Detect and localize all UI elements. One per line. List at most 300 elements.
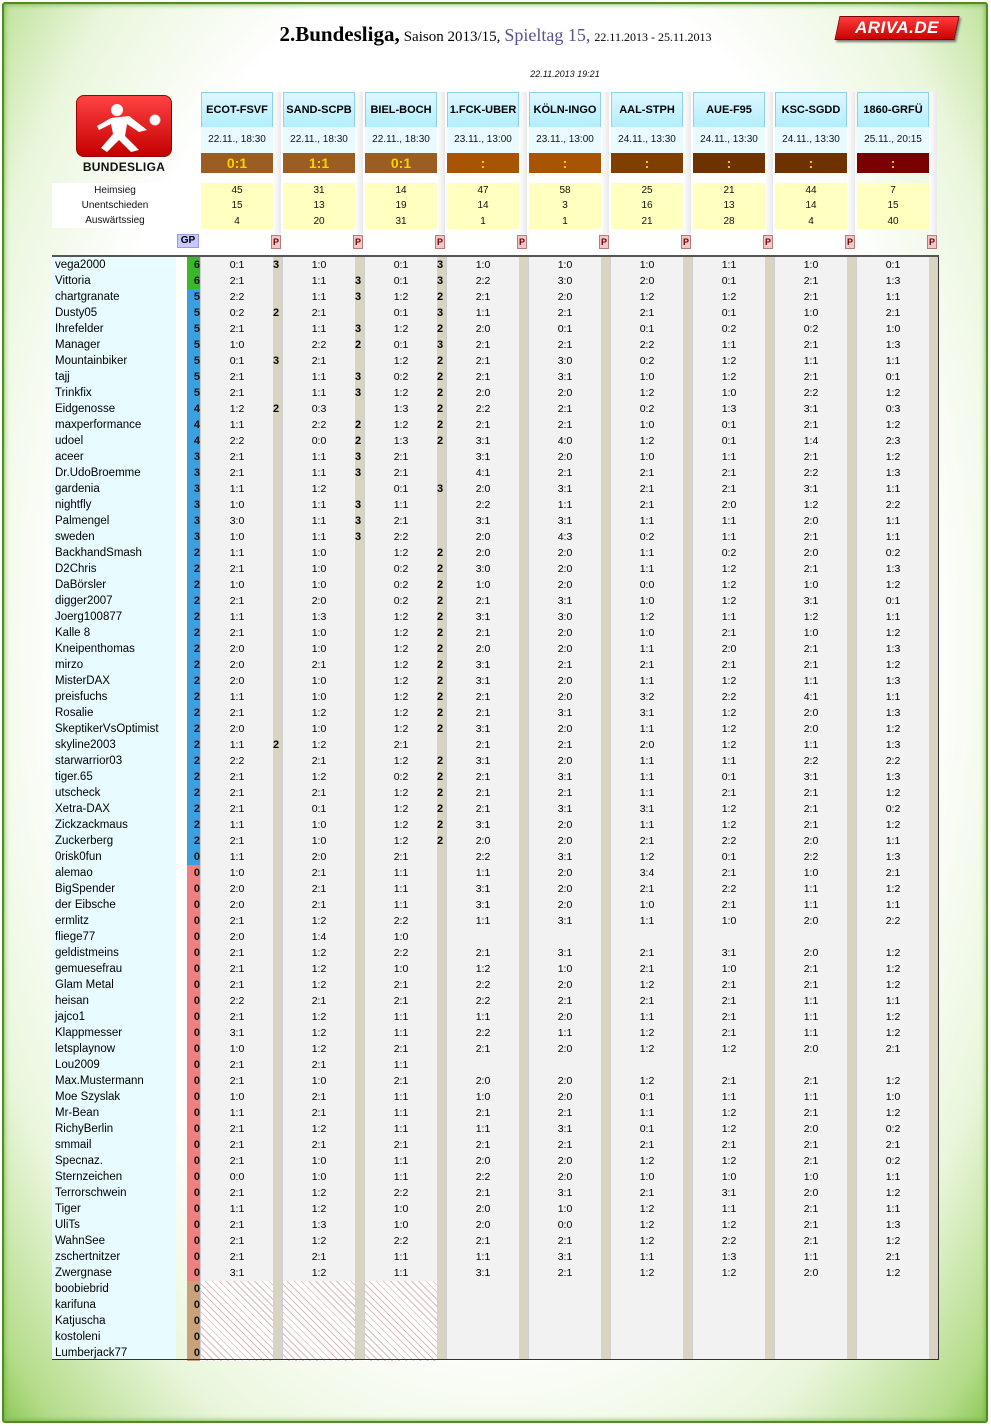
player-tip: 2:1 [639, 659, 655, 671]
player-tip: 2:0 [557, 579, 573, 591]
player-tip: 2:0 [803, 947, 819, 959]
player-tip: 1:2 [639, 1043, 655, 1055]
player-tip: 2:1 [803, 1075, 819, 1087]
player-name[interactable]: Kneipenthomas [55, 643, 135, 655]
player-tip: 2:2 [721, 691, 737, 703]
player-name[interactable]: preisfuchs [55, 691, 108, 703]
player-name[interactable]: RichyBerlin [55, 1123, 114, 1135]
player-tip: 0:1 [885, 259, 901, 271]
player-tip: 2:1 [393, 995, 409, 1007]
player-gp: 0 [193, 1283, 200, 1295]
player-tip: 1:1 [885, 835, 901, 847]
player-tip: 2:1 [229, 1235, 245, 1247]
match-result: 1:1 [283, 153, 355, 173]
player-name[interactable]: Joerg100877 [55, 611, 123, 623]
player-tip: 1:1 [639, 819, 655, 831]
player-name[interactable]: zschertnitzer [55, 1251, 121, 1263]
player-tip: 4:3 [557, 531, 573, 543]
player-name[interactable]: Zickzackmaus [55, 819, 128, 831]
player-tip: 3:4 [639, 867, 655, 879]
player-tip: 2:0 [475, 323, 491, 335]
match-tip-stats [529, 183, 601, 229]
player-tip: 1:0 [229, 531, 245, 543]
player-points: 2 [436, 643, 444, 655]
player-gp: 5 [193, 387, 200, 399]
player-tip: 1:1 [885, 531, 901, 543]
player-name[interactable]: Mountainbiker [55, 355, 128, 367]
player-name[interactable]: tiger.65 [55, 771, 93, 783]
stat-label-home: Heimsieg [52, 183, 178, 198]
player-tip: 2:1 [475, 1235, 491, 1247]
player-name[interactable]: mirzo [55, 659, 84, 671]
player-tip: 2:2 [885, 499, 901, 511]
player-name[interactable]: Terrorschwein [55, 1187, 127, 1199]
player-tip: 2:1 [393, 739, 409, 751]
player-tip: 2:1 [229, 1251, 245, 1263]
player-tip: 2:1 [475, 691, 491, 703]
player-tip: 4:1 [803, 691, 819, 703]
player-tip: 2:1 [885, 1139, 901, 1151]
player-name[interactable]: Manager [55, 339, 101, 351]
player-tip: 1:2 [721, 739, 737, 751]
player-points: 3 [354, 387, 362, 399]
player-name[interactable]: Zwergnase [55, 1267, 112, 1279]
player-gp: 2 [193, 803, 200, 815]
player-name[interactable]: heisan [55, 995, 89, 1007]
player-tip: 3:1 [803, 595, 819, 607]
match-stat-draw: 14 [805, 200, 817, 212]
player-tip: 1:2 [393, 675, 409, 687]
match-stat-home: 47 [477, 185, 489, 196]
player-tip: 2:0 [557, 291, 573, 303]
player-tip: 2:0 [557, 643, 573, 655]
player-tip: 0:2 [885, 803, 901, 815]
player-name[interactable]: D2Chris [55, 563, 97, 575]
player-tip: 2:2 [229, 291, 245, 303]
player-tip: 1:2 [885, 787, 901, 799]
player-tip: 2:2 [393, 1187, 409, 1199]
player-tip: 3:1 [475, 883, 491, 895]
player-gp: 2 [193, 739, 200, 751]
player-name[interactable]: fliege77 [55, 931, 96, 943]
player-tip: 2:1 [393, 515, 409, 527]
player-tip: 1:0 [311, 1075, 327, 1087]
player-tip: 2:0 [721, 643, 737, 655]
player-tip: 2:1 [475, 707, 491, 719]
player-tip: 1:2 [721, 1123, 737, 1135]
player-name[interactable]: SkeptikerVsOptimist [55, 723, 159, 735]
player-name[interactable]: jajco1 [55, 1011, 86, 1023]
player-tip: 1:3 [885, 771, 901, 783]
player-name[interactable]: Palmengel [55, 515, 110, 527]
player-tip: 0:2 [393, 595, 409, 607]
player-tip: 1:1 [639, 1251, 655, 1263]
player-tip: 1:1 [639, 771, 655, 783]
player-tip: 1:4 [311, 931, 327, 943]
player-tip: 1:2 [885, 1267, 901, 1279]
player-tip: 1:1 [885, 483, 901, 495]
player-tip: 1:1 [311, 275, 327, 287]
player-points: 3 [354, 515, 362, 527]
player-tip: 1:1 [885, 611, 901, 623]
player-tip: 2:1 [639, 499, 655, 511]
player-tip: 0:1 [393, 275, 409, 287]
player-tip: 2:0 [803, 1123, 819, 1135]
player-tip: 1:1 [639, 643, 655, 655]
player-name[interactable]: boobiebrid [55, 1283, 109, 1295]
player-tip: 2:1 [557, 787, 573, 799]
player-tip: 2:2 [475, 1027, 491, 1039]
player-tip: 1:1 [229, 483, 245, 495]
player-tip: 0:3 [311, 403, 327, 415]
player-tip: 1:1 [393, 1011, 409, 1023]
player-tip: 1:2 [311, 1267, 327, 1279]
player-tip: 2:1 [311, 307, 327, 319]
player-tip: 1:2 [721, 675, 737, 687]
player-tip: 3:1 [557, 1187, 573, 1199]
player-gp: 0 [193, 1187, 200, 1199]
player-tip: 3:1 [475, 1267, 491, 1279]
match-date: 24.11., 13:30 [693, 127, 765, 153]
player-tip: 1:2 [885, 1187, 901, 1199]
player-tip: 2:2 [393, 1235, 409, 1247]
player-points: 3 [436, 339, 444, 351]
player-tip: 2:1 [311, 755, 327, 767]
player-tip: 3:1 [475, 659, 491, 671]
player-tip: 2:0 [557, 1043, 573, 1055]
player-tip: 2:2 [475, 499, 491, 511]
player-name[interactable]: der Eibsche [55, 899, 116, 911]
player-tip: 0:3 [885, 403, 901, 415]
ariva-logo-text: ARIVA.DE [855, 18, 939, 37]
player-tip: 1:2 [803, 499, 819, 511]
player-tip: 2:1 [721, 1075, 737, 1087]
player-tip: 3:1 [475, 675, 491, 687]
player-name[interactable]: BigSpender [55, 883, 116, 895]
player-name[interactable]: Vittoria [55, 275, 91, 287]
player-name[interactable]: Eidgenosse [55, 403, 116, 415]
player-name[interactable]: digger2007 [55, 595, 113, 607]
player-tip: 1:3 [393, 403, 409, 415]
player-tip: 2:1 [639, 1139, 655, 1151]
player-tip: 1:2 [721, 291, 737, 303]
player-name[interactable]: letsplaynow [55, 1043, 116, 1055]
player-tip: 0:1 [639, 1091, 655, 1103]
player-tip: 1:2 [721, 1155, 737, 1167]
match-stat-away: 31 [395, 215, 407, 227]
player-name[interactable]: Xetra-DAX [55, 803, 110, 815]
player-points: 3 [436, 259, 444, 271]
player-name[interactable]: Katjuscha [55, 1315, 106, 1327]
player-tip: 0:1 [557, 323, 573, 335]
player-points: 3 [354, 323, 362, 335]
player-name[interactable]: nightfly [55, 499, 92, 511]
player-gp: 2 [193, 835, 200, 847]
player-tip: 2:0 [311, 595, 327, 607]
player-tip: 1:3 [885, 275, 901, 287]
player-name[interactable]: Tiger [55, 1203, 81, 1215]
player-name[interactable]: Mr-Bean [55, 1107, 100, 1119]
player-tip: 3:1 [557, 915, 573, 927]
player-name[interactable]: Specnaz. [55, 1155, 103, 1167]
player-tip: 1:2 [393, 787, 409, 799]
player-tip: 1:1 [639, 787, 655, 799]
player-tip: 2:0 [803, 835, 819, 847]
player-points: 2 [436, 771, 444, 783]
match-stat-away: 1 [480, 215, 486, 227]
player-tip: 2:0 [557, 675, 573, 687]
player-tip: 2:1 [475, 371, 491, 383]
player-tip: 1:1 [311, 467, 327, 479]
player-tip: 2:0 [557, 1091, 573, 1103]
match-name: ECOT-FSVF [201, 92, 273, 128]
player-name[interactable]: utscheck [55, 787, 101, 799]
player-tip: 1:2 [639, 1235, 655, 1247]
player-tip: 1:2 [885, 1107, 901, 1119]
player-tip: 4:1 [475, 467, 491, 479]
player-name[interactable]: MisterDAX [55, 675, 110, 687]
player-tip: 2:1 [475, 739, 491, 751]
player-tip: 1:2 [803, 611, 819, 623]
player-tip: 1:3 [885, 339, 901, 351]
player-tip: 2:1 [803, 1139, 819, 1151]
player-tip: 2:0 [557, 1171, 573, 1183]
match-stat-home: 7 [890, 185, 896, 196]
player-tip: 2:1 [229, 627, 245, 639]
player-tip: 1:2 [393, 803, 409, 815]
ariva-logo[interactable] [834, 16, 959, 40]
player-tip: 2:0 [475, 1155, 491, 1167]
player-tip: 1:1 [721, 1203, 737, 1215]
player-tip: 2:0 [557, 899, 573, 911]
player-name[interactable]: 0risk0fun [55, 851, 102, 863]
player-tip: 1:2 [885, 627, 901, 639]
player-tip: 2:0 [639, 739, 655, 751]
points-column-header: P [518, 237, 525, 247]
player-name[interactable]: DaBörsler [55, 579, 107, 591]
player-gp: 2 [193, 611, 200, 623]
match-stat-home: 44 [805, 185, 817, 196]
player-name[interactable]: ermlitz [55, 915, 89, 927]
player-tip: 1:1 [803, 1251, 819, 1263]
player-name[interactable]: kostoleni [55, 1331, 101, 1343]
player-tip: 1:0 [229, 867, 245, 879]
player-tip: 1:1 [393, 499, 409, 511]
player-name[interactable]: alemao [55, 867, 93, 879]
player-tip: 1:0 [885, 323, 901, 335]
player-tip: 2:0 [803, 1187, 819, 1199]
player-name[interactable]: maxperformance [55, 419, 142, 431]
player-tip: 2:1 [803, 1219, 819, 1231]
points-column-header: P [928, 237, 935, 247]
player-tip: 1:3 [885, 643, 901, 655]
player-tip: 2:1 [803, 803, 819, 815]
player-tip: 1:2 [311, 915, 327, 927]
player-name[interactable]: udoel [55, 435, 84, 447]
player-tip: 3:1 [475, 819, 491, 831]
player-tip: 1:0 [229, 499, 245, 511]
player-tip: 1:0 [721, 915, 737, 927]
player-name[interactable]: Rosalie [55, 707, 94, 719]
player-name[interactable]: vega2000 [55, 259, 106, 271]
player-tip: 1:0 [557, 1203, 573, 1215]
player-tip: 2:2 [639, 339, 655, 351]
player-tip: 2:1 [803, 451, 819, 463]
player-tip: 1:0 [639, 419, 655, 431]
player-tip: 2:0 [475, 387, 491, 399]
match-result: : [611, 153, 683, 173]
player-tip: 1:1 [885, 355, 901, 367]
player-gp: 0 [193, 1155, 200, 1167]
player-gp: 5 [193, 291, 200, 303]
match-tip-stats [283, 183, 355, 229]
player-gp: 3 [193, 483, 200, 495]
player-tip: 0:1 [721, 275, 737, 287]
player-tip: 1:1 [721, 531, 737, 543]
player-tip: 0:1 [311, 803, 327, 815]
player-tip: 1:2 [393, 643, 409, 655]
player-name[interactable]: Lou2009 [55, 1059, 100, 1071]
player-tip: 1:2 [885, 883, 901, 895]
player-tip: 2:1 [721, 483, 737, 495]
player-tip: 1:2 [311, 1187, 327, 1199]
player-tip: 2:0 [557, 867, 573, 879]
bundesliga-logo-text: BUNDESLIGA [82, 160, 166, 174]
player-tip: 0:0 [229, 1171, 245, 1183]
match-header-shadow [355, 92, 363, 234]
player-gp: 5 [193, 371, 200, 383]
player-name[interactable]: Glam Metal [55, 979, 114, 991]
player-tip: 2:1 [229, 803, 245, 815]
table-border [52, 257, 939, 1360]
player-name[interactable]: Sternzeichen [55, 1171, 123, 1183]
player-name[interactable]: geldistmeins [55, 947, 119, 959]
player-points: 2 [272, 739, 280, 751]
player-name[interactable]: Moe Szyslak [55, 1091, 121, 1103]
player-name[interactable]: tajj [55, 371, 70, 383]
player-tip: 1:0 [639, 627, 655, 639]
match-stat-away: 1 [562, 215, 568, 227]
player-tip: 1:2 [311, 963, 327, 975]
player-tip: 2:1 [803, 643, 819, 655]
player-tip: 0:1 [721, 307, 737, 319]
player-tip: 1:1 [229, 419, 245, 431]
player-gp: 0 [193, 1267, 200, 1279]
player-tip: 1:2 [885, 419, 901, 431]
player-name[interactable]: UliTs [55, 1219, 80, 1231]
player-tip: 2:1 [229, 563, 245, 575]
match-stat-draw: 13 [313, 200, 325, 212]
player-tip: 0:0 [639, 579, 655, 591]
player-tip: 2:0 [475, 483, 491, 495]
player-name[interactable]: Dusty05 [55, 307, 98, 319]
player-tip: 2:1 [721, 467, 737, 479]
player-name[interactable]: Lumberjack77 [55, 1347, 128, 1359]
player-tip: 1:1 [393, 867, 409, 879]
player-gp: 2 [193, 579, 200, 591]
player-tip: 1:0 [639, 371, 655, 383]
match-name: AUE-F95 [693, 92, 765, 128]
player-points: 2 [436, 787, 444, 799]
player-tip: 2:1 [557, 659, 573, 671]
player-name[interactable]: gemuesefrau [55, 963, 123, 975]
player-tip: 2:1 [639, 963, 655, 975]
player-tip: 0:0 [311, 435, 327, 447]
player-tip: 2:0 [229, 899, 245, 911]
player-tip: 1:2 [639, 1027, 655, 1039]
player-tip: 2:0 [475, 1203, 491, 1215]
player-tip: 2:2 [393, 947, 409, 959]
player-tip: 2:1 [557, 419, 573, 431]
player-tip: 2:1 [557, 339, 573, 351]
player-tip: 1:0 [311, 819, 327, 831]
player-tip: 1:1 [639, 547, 655, 559]
player-name[interactable]: Dr.UdoBroemme [55, 467, 141, 479]
player-tip: 2:1 [393, 451, 409, 463]
player-tip: 1:0 [639, 259, 655, 271]
match-result: : [447, 153, 519, 173]
points-column-header: P [354, 237, 361, 247]
player-name[interactable]: Max.Mustermann [55, 1075, 144, 1087]
player-name[interactable]: smmail [55, 1139, 92, 1151]
player-tip: 1:2 [311, 1011, 327, 1023]
player-tip: 1:1 [311, 323, 327, 335]
player-name[interactable]: Ihrefelder [55, 323, 104, 335]
player-tip: 2:1 [557, 739, 573, 751]
player-name[interactable]: gardenia [55, 483, 100, 495]
player-name[interactable]: Trinkfix [55, 387, 92, 399]
points-column-header: P [600, 237, 607, 247]
points-column-header: P [846, 237, 853, 247]
player-name[interactable]: skyline2003 [55, 739, 116, 751]
player-tip: 2:1 [311, 1091, 327, 1103]
match-date: 22.11., 18:30 [365, 127, 437, 153]
player-tip: 1:2 [885, 963, 901, 975]
player-name[interactable]: sweden [55, 531, 95, 543]
player-tip: 1:2 [393, 419, 409, 431]
player-tip: 2:1 [229, 963, 245, 975]
player-name[interactable]: chartgranate [55, 291, 120, 303]
player-tip: 1:2 [885, 659, 901, 671]
player-tip: 2:1 [393, 1043, 409, 1055]
player-tip: 2:1 [557, 1139, 573, 1151]
player-name[interactable]: BackhandSmash [55, 547, 142, 559]
player-tip: 0:2 [803, 323, 819, 335]
player-tip: 1:0 [639, 1171, 655, 1183]
player-tip: 2:1 [721, 979, 737, 991]
player-name[interactable]: Zuckerberg [55, 835, 114, 847]
player-points: 3 [354, 499, 362, 511]
player-tip: 2:2 [475, 995, 491, 1007]
player-name[interactable]: karifuna [55, 1299, 96, 1311]
player-name[interactable]: Kalle 8 [55, 627, 91, 639]
player-tip: 3:1 [557, 371, 573, 383]
player-name[interactable]: WahnSee [55, 1235, 106, 1247]
match-name: 1.FCK-UBER [447, 92, 519, 128]
player-gp: 0 [193, 931, 200, 943]
player-points: 2 [436, 611, 444, 623]
player-points: 2 [436, 659, 444, 671]
player-name[interactable]: Klappmesser [55, 1027, 123, 1039]
player-tip: 2:1 [557, 1107, 573, 1119]
player-tip: 1:0 [803, 259, 819, 271]
player-tip: 2:0 [475, 1075, 491, 1087]
player-name[interactable]: starwarrior03 [55, 755, 123, 767]
player-tip: 2:1 [557, 467, 573, 479]
player-tip: 2:1 [721, 627, 737, 639]
player-points: 2 [272, 307, 280, 319]
player-name[interactable]: aceer [55, 451, 84, 463]
